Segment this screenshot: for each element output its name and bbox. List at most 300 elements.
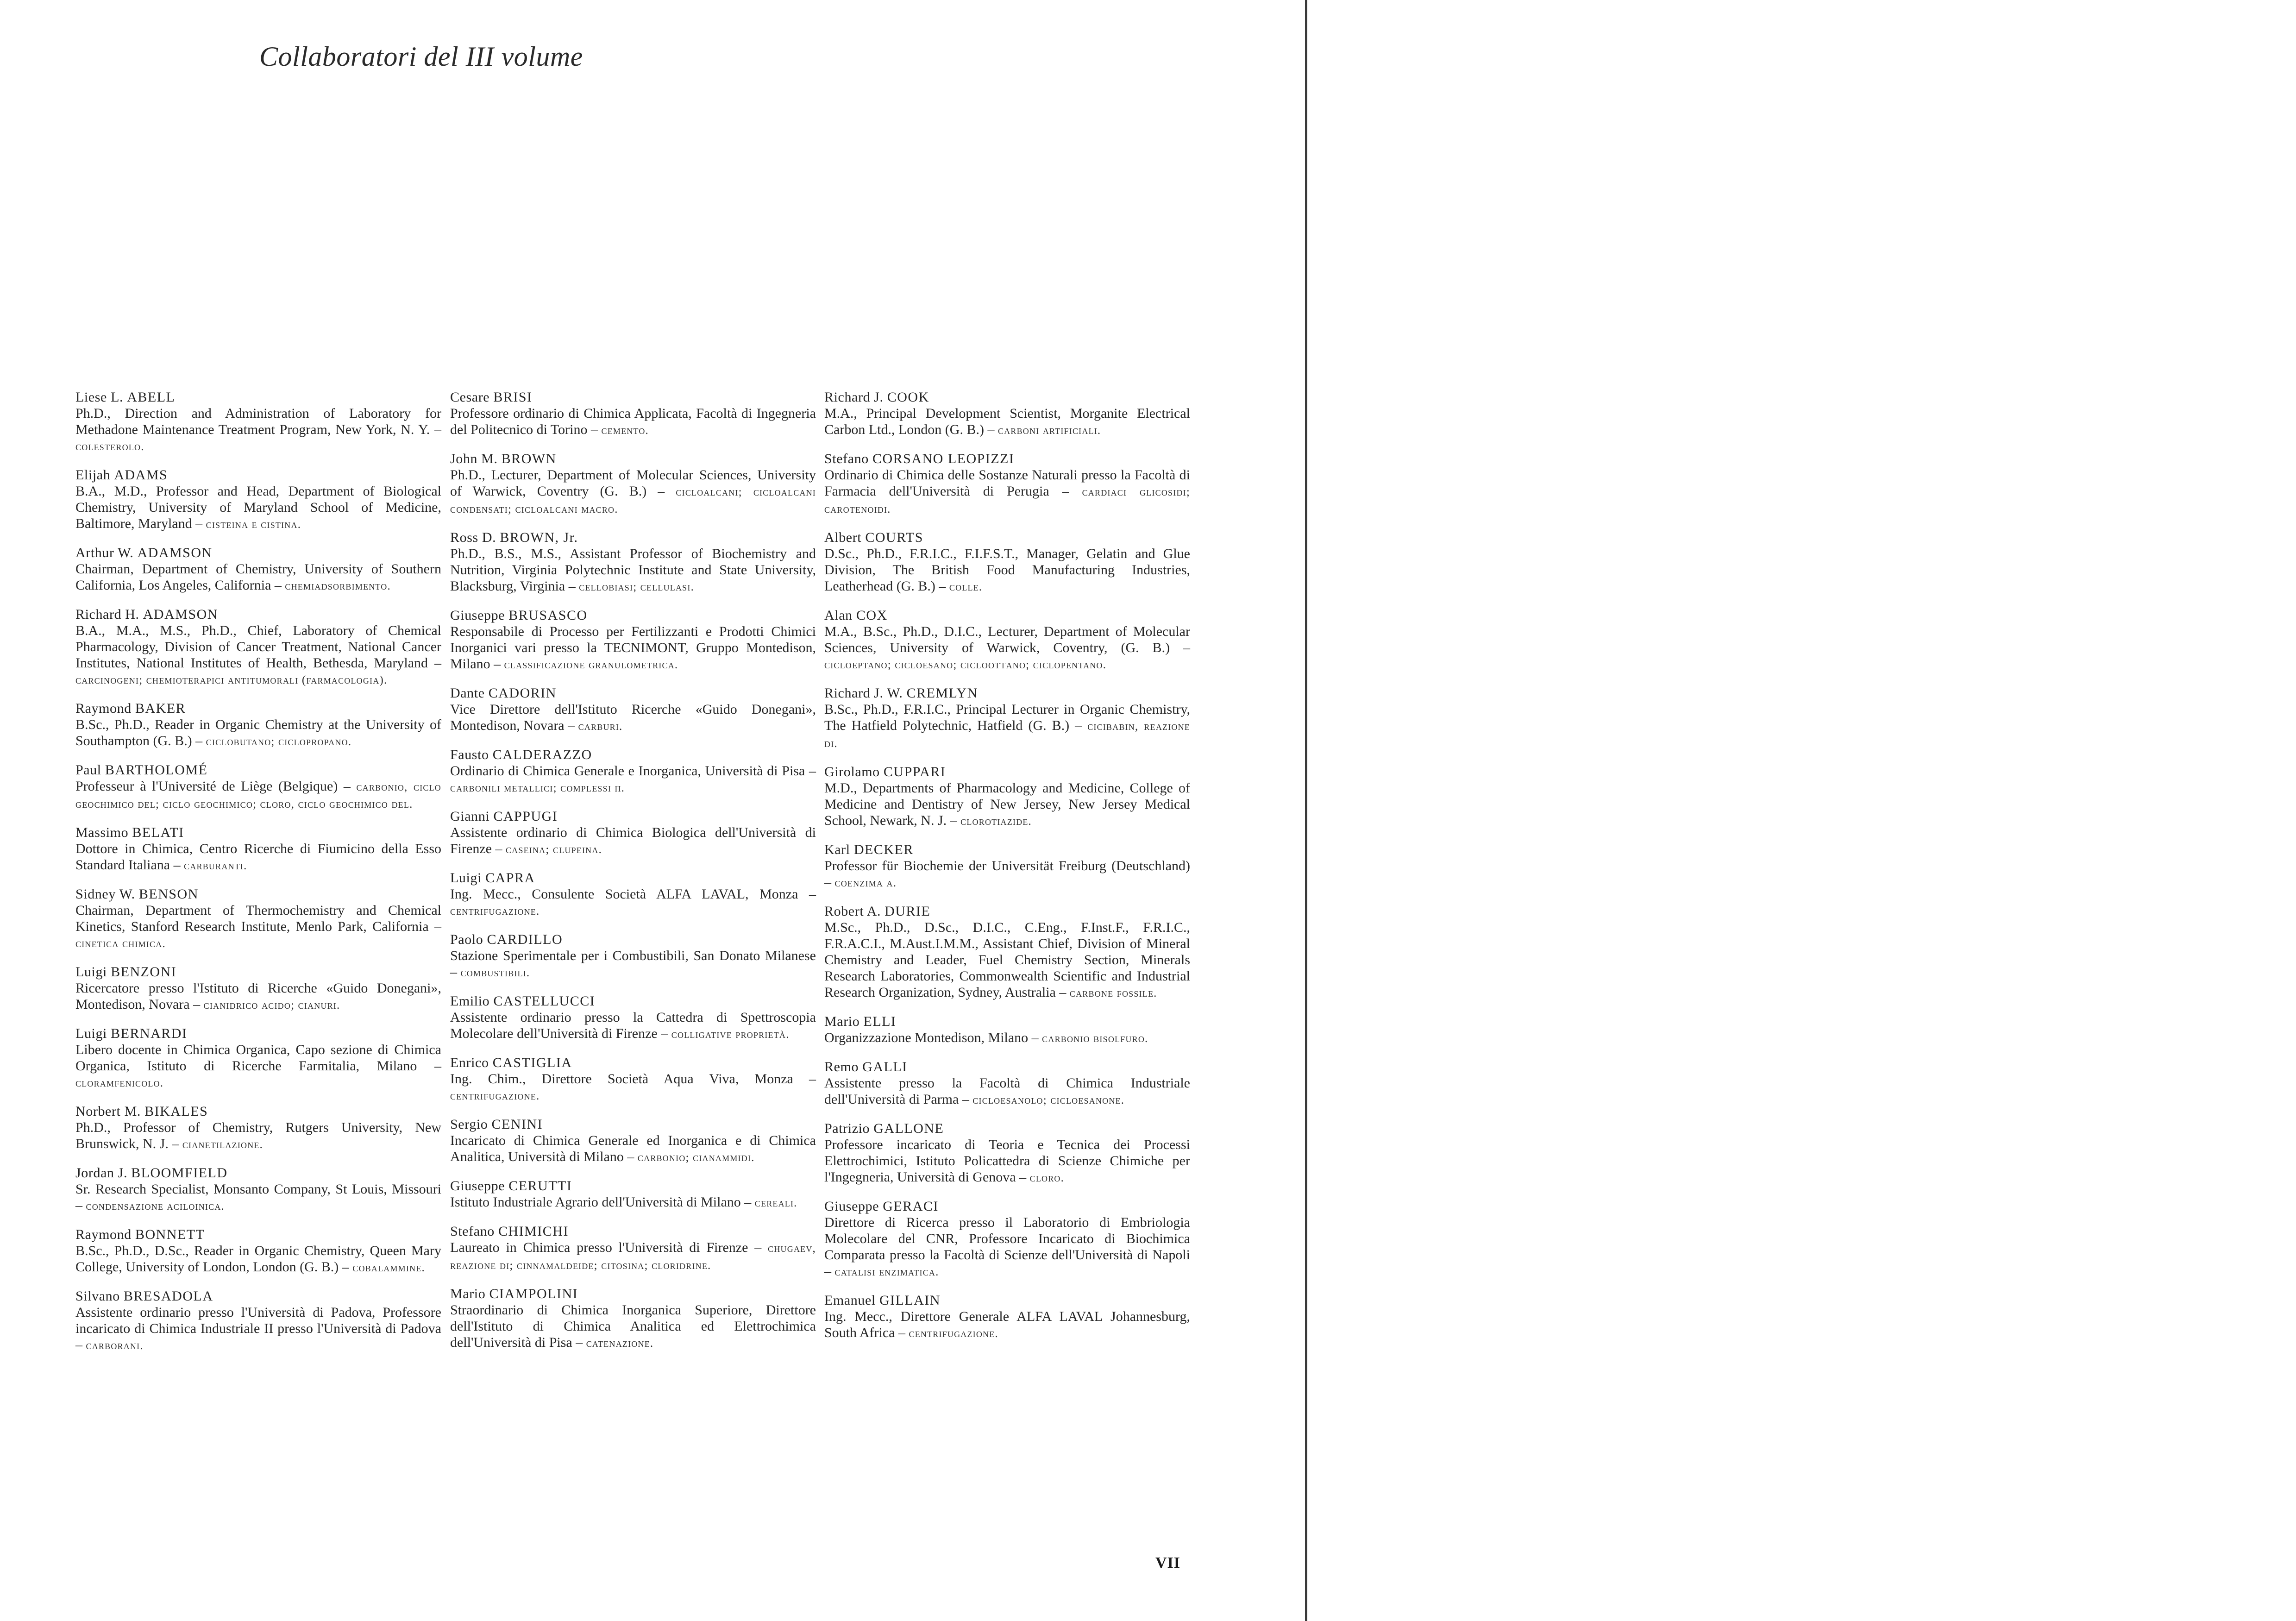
contributor-topics: carbonili metallici; complessi π. xyxy=(450,782,625,794)
contributor-first-name: Sergio xyxy=(450,1117,488,1132)
contributor-first-name: Luigi xyxy=(450,870,482,886)
contributor-surname: BIKALES xyxy=(144,1104,208,1119)
contributor-entry xyxy=(450,529,816,595)
contributor-entry xyxy=(824,842,1190,891)
contributor-first-name: Stefano xyxy=(450,1224,495,1239)
contributor-entry xyxy=(824,1292,1190,1342)
contributor-topics: carbonio, ciclo geochimico del; ciclo geochimico; cloro, ciclo geochimico del. xyxy=(75,781,441,810)
contributor-first-name: Raymond xyxy=(75,701,132,716)
contributor-description xyxy=(75,1119,441,1153)
contributor-description xyxy=(450,701,816,735)
contributor-first-name: Girolamo xyxy=(824,764,880,779)
contributor-topics: cianetilazione. xyxy=(182,1138,263,1151)
contributor-surname: BRISI xyxy=(493,390,533,405)
contributor-first-name: Jordan J. xyxy=(75,1165,128,1181)
contributor-surname: BLOOMFIELD xyxy=(131,1165,228,1181)
contributor-affiliation: B.A., M.A., M.S., Ph.D., Chief, Laboratory of Chemical Pharmacology, Division of Cancer Treatment, National Cancer Institutes, National Institutes of Health, Bethesda, Maryland – xyxy=(75,623,441,671)
contributor-entry xyxy=(450,389,816,439)
contributor-first-name: Mario xyxy=(450,1286,486,1301)
contributor-description xyxy=(75,716,441,750)
contributor-surname: COOK xyxy=(887,390,929,405)
contributor-entry xyxy=(824,529,1190,595)
contributor-name xyxy=(450,1286,816,1302)
contributor-description xyxy=(75,1042,441,1091)
contributor-entry xyxy=(824,389,1190,439)
contributor-topics: ciclobutano; ciclopropano. xyxy=(206,735,352,748)
contributor-entry xyxy=(450,1223,816,1274)
contributor-topics: carcinogeni; chemioterapici antitumorali (farmacologia). xyxy=(75,674,388,686)
contributor-entry xyxy=(450,747,816,796)
contributor-name xyxy=(450,931,816,948)
contributor-affiliation: Ing. Chim., Direttore Società Aqua Viva, Monza – xyxy=(450,1071,816,1087)
contributor-topics: carbonio; cianammidi. xyxy=(637,1151,755,1164)
contributor-topics: cobalammine. xyxy=(352,1262,425,1274)
contributor-affiliation: Sr. Research Specialist, Monsanto Company, St Louis, Missouri – xyxy=(75,1181,441,1213)
contributor-first-name: Karl xyxy=(824,842,850,857)
contributor-topics: cicloesanolo; cicloesanone. xyxy=(972,1094,1125,1106)
contributor-topics: carburi. xyxy=(578,720,623,733)
contributor-description xyxy=(450,405,816,439)
contributor-description xyxy=(450,948,816,981)
contributor-name xyxy=(75,545,441,561)
contributor-affiliation: Libero docente in Chimica Organica, Capo sezione di Chimica Organica, Istituto di Ricerche Farmitalia, Milano – xyxy=(75,1042,441,1074)
contributor-topics: cloro. xyxy=(1029,1172,1065,1184)
contributor-first-name: Sidney W. xyxy=(75,886,135,902)
contributor-affiliation: Assistente ordinario presso la Cattedra di Spettroscopia Molecolare dell'Università di Firenze – xyxy=(450,1010,816,1041)
contributor-topics: carburanti. xyxy=(184,860,247,872)
blank-right-page xyxy=(1307,0,2296,1621)
contributor-entry xyxy=(75,964,441,1013)
contributor-name xyxy=(450,389,816,405)
contributor-surname: CAPPUGI xyxy=(493,809,558,824)
contributor-first-name: Giuseppe xyxy=(450,1178,505,1194)
contributor-affiliation: Ricercatore presso l'Istituto di Ricerche «Guido Donegani», Montedison, Novara – xyxy=(75,980,441,1012)
contributor-name xyxy=(824,1013,1190,1030)
contributor-entry xyxy=(824,764,1190,829)
contributor-first-name: Gianni xyxy=(450,809,490,824)
contributor-name xyxy=(75,824,441,841)
contributor-name xyxy=(450,1178,816,1194)
contributor-affiliation: M.D., Departments of Pharmacology and Medicine, College of Medicine and Dentistry of New Jersey, New Jersey Medical School, Newark, N. J. – xyxy=(824,780,1190,828)
contributor-surname: ADAMSON xyxy=(143,607,218,622)
contributor-topics: cisteina e cistina. xyxy=(206,518,301,531)
contributor-surname: COX xyxy=(856,608,888,623)
contributor-description xyxy=(75,841,441,874)
contributor-entry xyxy=(450,1116,816,1166)
contributor-surname: BAKER xyxy=(135,701,186,716)
contributor-description xyxy=(75,561,441,594)
contributor-name xyxy=(450,870,816,886)
contributor-topics: chemiadsorbimento. xyxy=(285,580,391,592)
contributor-affiliation: Responsabile di Processo per Fertilizzanti e Prodotti Chimici Inorganici vari presso la TECNIMONT, Gruppo Montedison, Milano – xyxy=(450,624,816,672)
contributor-surname: ADAMSON xyxy=(137,545,213,560)
contributor-first-name: Paolo xyxy=(450,932,483,947)
contributor-affiliation: M.A., Principal Development Scientist, Morganite Electrical Carbon Ltd., London (G. B.) – xyxy=(824,406,1190,437)
contributor-affiliation: Ph.D., Professor of Chemistry, Rutgers University, New Brunswick, N. J. – xyxy=(75,1120,441,1151)
contributor-description xyxy=(824,1075,1190,1108)
contributor-surname: CIAMPOLINI xyxy=(489,1286,578,1301)
contributor-surname: GERACI xyxy=(883,1199,939,1214)
contributor-description xyxy=(450,1071,816,1104)
contributor-affiliation: Professeur à l'Université de Liège (Belgique) – xyxy=(75,779,351,794)
contributor-entry xyxy=(75,700,441,750)
contributor-affiliation: Vice Direttore dell'Istituto Ricerche «Guido Donegani», Montedison, Novara – xyxy=(450,702,816,733)
contributor-first-name: Massimo xyxy=(75,825,129,840)
contributor-entry xyxy=(75,886,441,952)
contributor-surname: CASTIGLIA xyxy=(492,1055,572,1070)
contributor-description xyxy=(450,623,816,673)
contributor-entry xyxy=(450,808,816,858)
contributor-topics: colle. xyxy=(949,581,983,593)
contributor-topics: chugaev, reazione di; cinnamaldeide; citosina; cloridrine. xyxy=(450,1242,816,1272)
contributor-name xyxy=(450,993,816,1009)
contributor-entry xyxy=(824,1120,1190,1186)
contributor-topics: cicloeptano; cicloesano; ciclooттano; ciclopentano. xyxy=(824,659,1107,671)
contributor-surname: BROWN xyxy=(501,451,557,466)
contributor-topics: cicloalcani; cicloalcani condensati; cicloalcani macro. xyxy=(450,486,816,515)
contributor-surname: CADORIN xyxy=(488,685,557,701)
contributor-surname: CARDILLO xyxy=(487,932,563,947)
contributor-entry xyxy=(824,1059,1190,1108)
contributor-entry xyxy=(450,1178,816,1211)
contributor-name xyxy=(450,529,816,546)
contributor-affiliation: B.A., M.D., Professor and Head, Department of Biological Chemistry, University of Maryland School of Medicine, Baltimore, Maryland – xyxy=(75,484,441,531)
page-title: Collaboratori del III volume xyxy=(259,41,583,72)
contributor-topics: carbonio bisolfuro. xyxy=(1042,1032,1148,1045)
contributor-description xyxy=(824,623,1190,673)
contributor-surname: BRUSASCO xyxy=(508,608,588,623)
contributor-entry xyxy=(75,1103,441,1153)
contributor-entry xyxy=(75,762,441,812)
contributor-topics: clorotiazide. xyxy=(960,815,1032,828)
contributor-first-name: Patrizio xyxy=(824,1121,870,1136)
contributor-first-name: Emanuel xyxy=(824,1293,876,1308)
contributor-affiliation: Istituto Industriale Agrario dell'Università di Milano – xyxy=(450,1194,752,1210)
contributor-affiliation: B.Sc., Ph.D., D.Sc., Reader in Organic Chemistry, Queen Mary College, University of London, London (G. B.) – xyxy=(75,1243,441,1275)
contributor-name xyxy=(75,700,441,716)
contributor-affiliation: Organizzazione Montedison, Milano – xyxy=(824,1030,1039,1045)
contributor-topics: cellobiasi; cellulasi. xyxy=(579,581,695,593)
contributor-name xyxy=(824,1059,1190,1075)
column-2 xyxy=(450,389,816,1363)
contributor-name xyxy=(75,606,441,622)
contributor-description xyxy=(824,1137,1190,1186)
contributor-first-name: Giuseppe xyxy=(450,608,505,623)
contributor-entry xyxy=(824,1198,1190,1280)
contributor-entry xyxy=(450,1286,816,1351)
contributor-surname: CERUTTI xyxy=(508,1178,572,1194)
contributor-topics: centrifugazione. xyxy=(450,1090,540,1102)
contributor-affiliation: Assistente ordinario di Chimica Biologica dell'Università di Firenze – xyxy=(450,825,816,856)
contributor-name xyxy=(450,747,816,763)
contributor-surname: DURIE xyxy=(885,904,931,919)
contributor-surname: BRESADOLA xyxy=(123,1288,213,1304)
contributor-affiliation: Ordinario di Chimica delle Sostanze Naturali presso la Facoltà di Farmacia dell'Università di Perugia – xyxy=(824,467,1190,499)
contributor-name xyxy=(450,451,816,467)
contributor-affiliation: Professore ordinario di Chimica Applicata, Facoltà di Ingegneria del Politecnico di Torino – xyxy=(450,406,816,437)
contributor-first-name: Ross D. xyxy=(450,530,496,545)
contributor-entry xyxy=(450,607,816,673)
contributor-description xyxy=(450,763,816,796)
contributor-surname: BARTHOLOMÉ xyxy=(105,762,208,778)
contributor-entry xyxy=(450,685,816,735)
contributor-first-name: Raymond xyxy=(75,1227,132,1242)
contributor-entry xyxy=(75,1165,441,1214)
contributor-first-name: Mario xyxy=(824,1014,860,1029)
column-3 xyxy=(824,389,1190,1354)
contributor-first-name: Richard J. W. xyxy=(824,685,903,701)
contributor-topics: cereali. xyxy=(754,1197,797,1209)
contributor-affiliation: Assistente ordinario presso l'Università di Padova, Professore incaricato di Chimica Industriale II presso l'Università di Padova – xyxy=(75,1305,441,1352)
contributor-description xyxy=(450,467,816,517)
contributor-topics: classificazione granulometrica. xyxy=(504,659,678,671)
contributor-description xyxy=(75,1181,441,1214)
contributor-surname: BERNARDI xyxy=(111,1026,188,1041)
contributor-first-name: Giuseppe xyxy=(824,1199,879,1214)
contributor-affiliation: Ph.D., Lecturer, Department of Molecular Sciences, University of Warwick, Coventry (G. B.) – xyxy=(450,467,816,499)
contributor-description xyxy=(450,1009,816,1043)
contributor-name xyxy=(824,1198,1190,1214)
contributor-name xyxy=(75,886,441,902)
contributor-surname: COURTS xyxy=(865,530,923,545)
contributor-topics: centrifugazione. xyxy=(909,1327,998,1340)
contributor-topics: cemento. xyxy=(601,424,649,437)
column-1 xyxy=(75,389,441,1366)
contributor-surname: BONNETT xyxy=(135,1227,205,1242)
contributor-surname: GILLAIN xyxy=(879,1293,941,1308)
contributor-description xyxy=(450,1239,816,1274)
contributor-entry xyxy=(824,1013,1190,1047)
contributor-surname: CAPRA xyxy=(485,870,535,886)
contributor-affiliation: M.A., B.Sc., Ph.D., D.I.C., Lecturer, Department of Molecular Sciences, University of Warwick, Coventry, (G. B.) – xyxy=(824,624,1190,655)
contributor-name xyxy=(450,1223,816,1239)
contributor-description xyxy=(824,919,1190,1001)
contributor-description xyxy=(75,405,441,455)
contributor-first-name: John M. xyxy=(450,451,498,466)
contributor-description xyxy=(824,546,1190,595)
contributor-name xyxy=(824,451,1190,467)
contributor-topics: cloramfenicolo. xyxy=(75,1077,164,1089)
contributor-surname: CHIMICHI xyxy=(498,1224,569,1239)
contributor-name xyxy=(75,1025,441,1042)
contributor-topics: carboni artificiali. xyxy=(997,424,1101,437)
contributor-description xyxy=(75,622,441,688)
contributor-affiliation: B.Sc., Ph.D., Reader in Organic Chemistry at the University of Southampton (G. B.) – xyxy=(75,717,441,748)
contributor-entry xyxy=(75,606,441,688)
contributor-surname: GALLONE xyxy=(873,1121,944,1136)
contributor-first-name: Luigi xyxy=(75,964,107,980)
contributor-description xyxy=(75,483,441,533)
contributor-topics: combustibili. xyxy=(460,967,530,979)
contributor-description xyxy=(450,1302,816,1351)
contributor-name xyxy=(824,1292,1190,1308)
contributor-surname: ABELL xyxy=(127,390,176,405)
contributor-entry xyxy=(450,451,816,517)
contributor-description xyxy=(824,1030,1190,1047)
contributor-first-name: Liese L. xyxy=(75,390,124,405)
contributor-affiliation: Ph.D., B.S., M.S., Assistant Professor of Biochemistry and Nutrition, Virginia Polytechnic Institute and State University, Blacksburg, Virginia – xyxy=(450,546,816,594)
contributor-first-name: Emilio xyxy=(450,993,490,1009)
contributor-affiliation: Ph.D., Direction and Administration of Laboratory for Methadone Maintenance Treatment Program, New York, N. Y. – xyxy=(75,406,441,437)
contributor-surname: BENSON xyxy=(138,886,199,902)
contributor-affiliation: Assistente presso la Facoltà di Chimica Industriale dell'Università di Parma – xyxy=(824,1075,1190,1107)
contributor-topics: colligative proprietà. xyxy=(671,1028,790,1041)
contributor-affiliation: B.Sc., Ph.D., F.R.I.C., Principal Lecturer in Organic Chemistry, The Hatfield Polytechnic, Hatfield (G. B.) – xyxy=(824,702,1190,733)
contributor-affiliation: Chairman, Department of Thermochemistry and Chemical Kinetics, Stanford Research Institute, Menlo Park, California – xyxy=(75,903,441,934)
contributor-first-name: Paul xyxy=(75,762,101,778)
contributor-description xyxy=(824,1308,1190,1342)
contributor-name xyxy=(75,389,441,405)
contributor-affiliation: Ordinario di Chimica Generale e Inorganica, Università di Pisa – xyxy=(450,763,816,779)
contributor-entry xyxy=(75,1025,441,1091)
page-number: VII xyxy=(1155,1554,1181,1571)
contributor-entry xyxy=(450,870,816,919)
contributor-affiliation: Direttore di Ricerca presso il Laboratorio di Embriologia Molecolare del CNR, Professore Incaricato di Biochimica Comparata presso la Facoltà di Scienze dell'Università di Napoli – xyxy=(824,1215,1190,1279)
contributor-description xyxy=(824,858,1190,891)
contributor-topics: centrifugazione. xyxy=(450,905,540,917)
contributor-surname: CUPPARI xyxy=(883,764,946,779)
contributor-name xyxy=(824,764,1190,780)
contributor-surname: GALLI xyxy=(862,1059,908,1074)
contributor-topics: cianidrico acido; cianuri. xyxy=(203,999,340,1012)
contributor-name xyxy=(75,467,441,483)
contributor-surname: DECKER xyxy=(853,842,914,857)
contributor-first-name: Enrico xyxy=(450,1055,489,1070)
contributor-description xyxy=(75,778,441,812)
contributor-description xyxy=(75,902,441,952)
contributor-surname: CENINI xyxy=(491,1117,543,1132)
contributor-first-name: Dante xyxy=(450,685,485,701)
contributor-name xyxy=(824,607,1190,623)
contributor-first-name: Albert xyxy=(824,530,862,545)
contributor-topics: catalisi enzimatica. xyxy=(834,1266,939,1278)
contributor-name xyxy=(824,685,1190,701)
contributor-surname: ADAMS xyxy=(114,467,168,483)
contributor-name xyxy=(824,529,1190,546)
contributor-name xyxy=(824,389,1190,405)
contributor-topics: colesterolo. xyxy=(75,440,144,453)
contributor-first-name: Norbert M. xyxy=(75,1104,141,1119)
contributor-name xyxy=(75,1226,441,1243)
contributor-affiliation: Laureato in Chimica presso l'Università di Firenze – xyxy=(450,1240,762,1255)
contributor-affiliation: Stazione Sperimentale per i Combustibili, San Donato Milanese – xyxy=(450,948,816,980)
contributor-entry xyxy=(824,451,1190,517)
contributor-topics: caseina; clupeina. xyxy=(505,843,602,856)
contributor-affiliation: Professore incaricato di Teoria e Tecnica dei Processi Elettrochimici, Istituto Policattedra di Scienze Chimiche per l'Ingegneria, Università di Genova – xyxy=(824,1137,1190,1185)
contributor-surname: ELLI xyxy=(863,1014,897,1029)
contributor-name xyxy=(824,903,1190,919)
contributor-description xyxy=(824,405,1190,439)
contributor-first-name: Cesare xyxy=(450,390,490,405)
contributor-name xyxy=(450,607,816,623)
contributor-surname: BELATI xyxy=(132,825,184,840)
contributor-name xyxy=(824,1120,1190,1137)
contributor-entry xyxy=(824,903,1190,1001)
contributor-entry xyxy=(75,1226,441,1276)
contributor-affiliation: Ing. Mecc., Direttore Generale ALFA LAVAL Johannesburg, South Africa – xyxy=(824,1309,1190,1340)
contributor-topics: carbone fossile. xyxy=(1069,987,1157,999)
contributor-first-name: Robert A. xyxy=(824,904,881,919)
contributor-entry xyxy=(824,607,1190,673)
contributor-description xyxy=(824,780,1190,829)
contributor-surname: CALDERAZZO xyxy=(492,747,592,762)
contributor-name xyxy=(75,762,441,778)
contributor-entry xyxy=(75,824,441,874)
contributor-description xyxy=(824,1214,1190,1280)
contributor-affiliation: D.Sc., Ph.D., F.R.I.C., F.I.F.S.T., Manager, Gelatin and Glue Division, The British Food Manufacturing Industries, Leatherhead (G. B.) – xyxy=(824,546,1190,594)
contributor-affiliation: Incaricato di Chimica Generale ed Inorganica e di Chimica Analitica, Università di Milano – xyxy=(450,1133,816,1164)
contributor-topics: condensazione aciloinica. xyxy=(86,1200,225,1213)
contributor-affiliation: Ing. Mecc., Consulente Società ALFA LAVAL, Monza – xyxy=(450,886,816,902)
contributor-first-name: Remo xyxy=(824,1059,859,1074)
contributor-topics: coenzima a. xyxy=(834,877,897,889)
contributor-description xyxy=(75,980,441,1013)
contributor-description xyxy=(450,1194,816,1211)
contributor-topics: carborani. xyxy=(86,1339,144,1352)
contributor-first-name: Stefano xyxy=(824,451,869,466)
contributor-first-name: Elijah xyxy=(75,467,111,483)
contributor-first-name: Richard J. xyxy=(824,390,884,405)
contributor-first-name: Silvano xyxy=(75,1288,120,1304)
contributor-description xyxy=(824,701,1190,752)
contributor-entry xyxy=(75,389,441,455)
contributor-affiliation: Chairman, Department of Chemistry, University of Southern California, Los Angeles, California – xyxy=(75,561,441,593)
contributor-name xyxy=(75,1165,441,1181)
contributor-surname: BENZONI xyxy=(111,964,177,980)
contributor-first-name: Fausto xyxy=(450,747,489,762)
contributor-name xyxy=(75,1288,441,1304)
contributor-entry xyxy=(75,467,441,533)
contributor-description xyxy=(824,467,1190,517)
contributor-topics: cardiaci glicosidi; carotenoidi. xyxy=(824,486,1190,515)
contributor-surname: CASTELLUCCI xyxy=(493,993,596,1009)
contributor-name xyxy=(450,808,816,824)
contributor-name xyxy=(450,1055,816,1071)
contributor-name xyxy=(75,1103,441,1119)
contributor-first-name: Richard H. xyxy=(75,607,139,622)
contributor-surname: CORSANO LEOPIZZI xyxy=(872,451,1015,466)
contributor-description xyxy=(450,1132,816,1166)
contributor-description xyxy=(75,1304,441,1354)
contributor-entry xyxy=(824,685,1190,752)
contributor-entry xyxy=(450,931,816,981)
contributor-affiliation: Straordinario di Chimica Inorganica Superiore, Direttore dell'Istituto di Chimica Analitica ed Elettrochimica dell'Università di Pisa – xyxy=(450,1302,816,1350)
contributor-surname: BROWN, Jr. xyxy=(500,530,578,545)
contributor-description xyxy=(450,886,816,919)
contributor-name xyxy=(450,685,816,701)
contributor-surname: CREMLYN xyxy=(906,685,978,701)
contributor-name xyxy=(824,842,1190,858)
contributor-description xyxy=(450,824,816,858)
contributor-name xyxy=(450,1116,816,1132)
contributor-first-name: Luigi xyxy=(75,1026,107,1041)
contributor-entry xyxy=(450,1055,816,1104)
contributor-topics: cinetica chimica. xyxy=(75,937,166,950)
contributor-entry xyxy=(450,993,816,1043)
contributor-entry xyxy=(75,1288,441,1354)
contributor-first-name: Alan xyxy=(824,608,853,623)
contributor-entry xyxy=(75,545,441,594)
contributor-topics: catenazione. xyxy=(586,1337,654,1350)
contributor-first-name: Arthur W. xyxy=(75,545,134,560)
contributor-affiliation: Professor für Biochemie der Universität Freiburg (Deutschland) – xyxy=(824,858,1190,890)
contributor-topics: cicibabin, reazione di. xyxy=(824,720,1190,750)
contributor-affiliation: M.Sc., Ph.D., D.Sc., D.I.C., C.Eng., F.Inst.F., F.R.I.C., F.R.A.C.I., M.Aust.I.M.M., Assistant Chief, Division of Mineral Chemistry and Leader, Fuel Chemistry Section, Minerals Research Laboratories, Commonwealth Scientific and Industrial Research Organization, Sydney, Australia – xyxy=(824,920,1190,1000)
contributor-description xyxy=(75,1243,441,1276)
contributor-name xyxy=(75,964,441,980)
contributor-affiliation: Dottore in Chimica, Centro Ricerche di Fiumicino della Esso Standard Italiana – xyxy=(75,841,441,873)
contributor-description xyxy=(450,546,816,595)
